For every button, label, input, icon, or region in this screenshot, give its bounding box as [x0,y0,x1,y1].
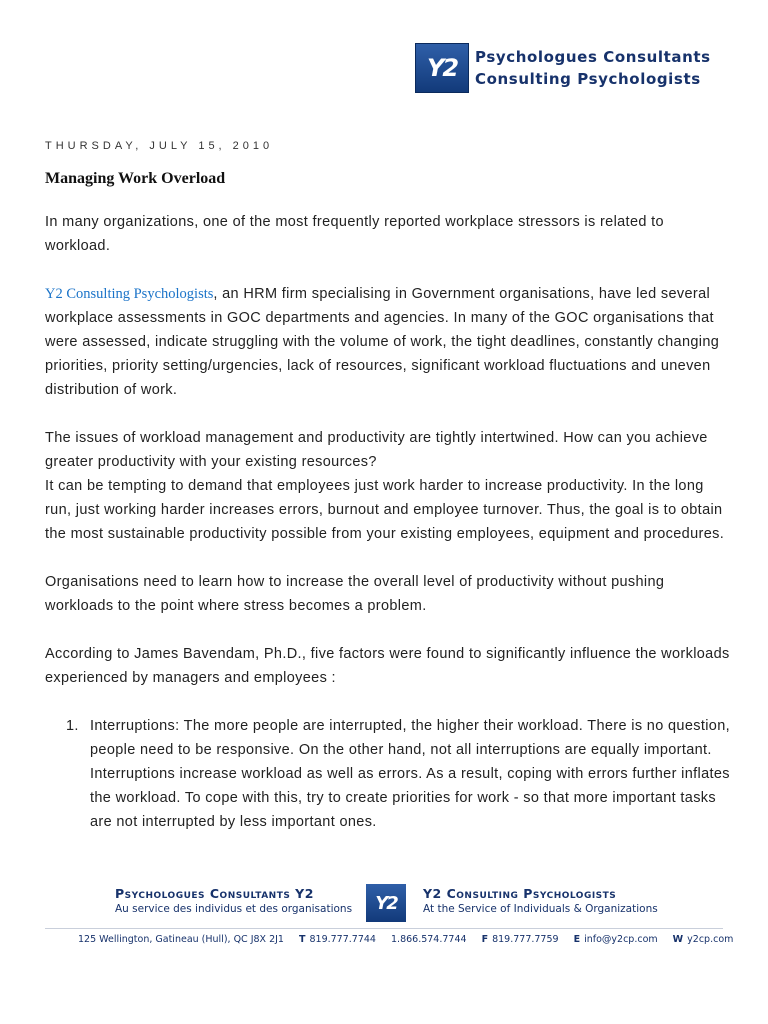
post-date: THURSDAY, JULY 15, 2010 [45,140,274,152]
y2-logo [416,44,468,92]
footer-tagline-en: At the Service of Individuals & Organizations [423,903,658,915]
footer-name-fr: Psychologues Consultants Y2 [115,886,314,901]
y2-link[interactable]: Y2 Consulting Psychologists [45,286,214,302]
footer-brand-en [423,886,658,915]
footer-divider [45,928,723,929]
list-item [45,714,730,834]
post-title: Managing Work Overload [45,170,226,187]
contact-line [78,934,733,945]
page-footer [0,878,768,958]
header-brand [475,46,711,90]
email[interactable]: info@y2cp.com [584,934,658,945]
logo-text: Y2 [426,54,458,82]
footer-tagline-fr: Au service des individus et des organisations [115,903,353,915]
email-label: E [573,934,581,945]
list-number: 1. [66,718,79,734]
footer-name-en: Y2 Consulting Psychologists [423,886,617,901]
fax-label: F [481,934,489,945]
paragraph-3b: It can be tempting to demand that employees just work harder to increase productivity. In the long run, just working harder increases errors, burnout and employee turnover. Thus, the goal is to obtain the most sustainable productivity possible from your existing employees, equipment and procedures. [45,478,725,542]
paragraph-4: Organisations need to learn how to increase the overall level of productivity without pushing workloads to the point where stress becomes a problem. [45,574,665,614]
address: 125 Wellington, Gatineau (Hull), QC J8X 2J1 [78,934,284,945]
paragraph-2-text: , an HRM firm specialising in Government organisations, have led several workplace assessments in GOC departments and agencies. In many of the GOC organisations that were assessed, indicate struggling with the volume of work, the tight deadlines, constantly changing priorities, priority setting/urgencies, lack of resources, significant workload fluctuations and uneven distribution of work. [45,286,720,398]
header-line-en: Consulting Psychologists [475,70,701,88]
footer-logo-text: Y2 [375,892,397,914]
paragraph-1: In many organizations, one of the most frequently reported workplace stressors is related to workload. [45,214,664,254]
phone-label: T [299,934,306,945]
website[interactable]: y2cp.com [687,934,734,945]
phone-2: 1.866.574.7744 [391,934,467,945]
footer-logo [366,884,406,922]
list-text: Interruptions: The more people are interrupted, the higher their workload. There is no question, people need to be responsive. On the other hand, not all interruptions are equally important. Interruptions increase workload as well as errors. As a result, coping with errors further inflates the workload. To cope with this, try to create priorities for work - so that more important tasks are not interrupted by less important ones. [90,718,731,830]
web-label: W [672,934,684,945]
factor-list [45,714,730,834]
paragraph-2 [45,282,730,402]
fax: 819.777.7759 [492,934,559,945]
header-line-fr: Psychologues Consultants [475,48,711,66]
paragraph-3a: The issues of workload management and productivity are tightly intertwined. How can you achieve greater productivity with your existing resources? [45,430,708,470]
post-body [45,210,730,834]
paragraph-3 [45,426,730,546]
footer-brand-fr [115,886,352,915]
paragraph-5: According to James Bavendam, Ph.D., five factors were found to significantly influence the workloads experienced by managers and employees : [45,646,730,686]
phone-1: 819.777.7744 [309,934,376,945]
